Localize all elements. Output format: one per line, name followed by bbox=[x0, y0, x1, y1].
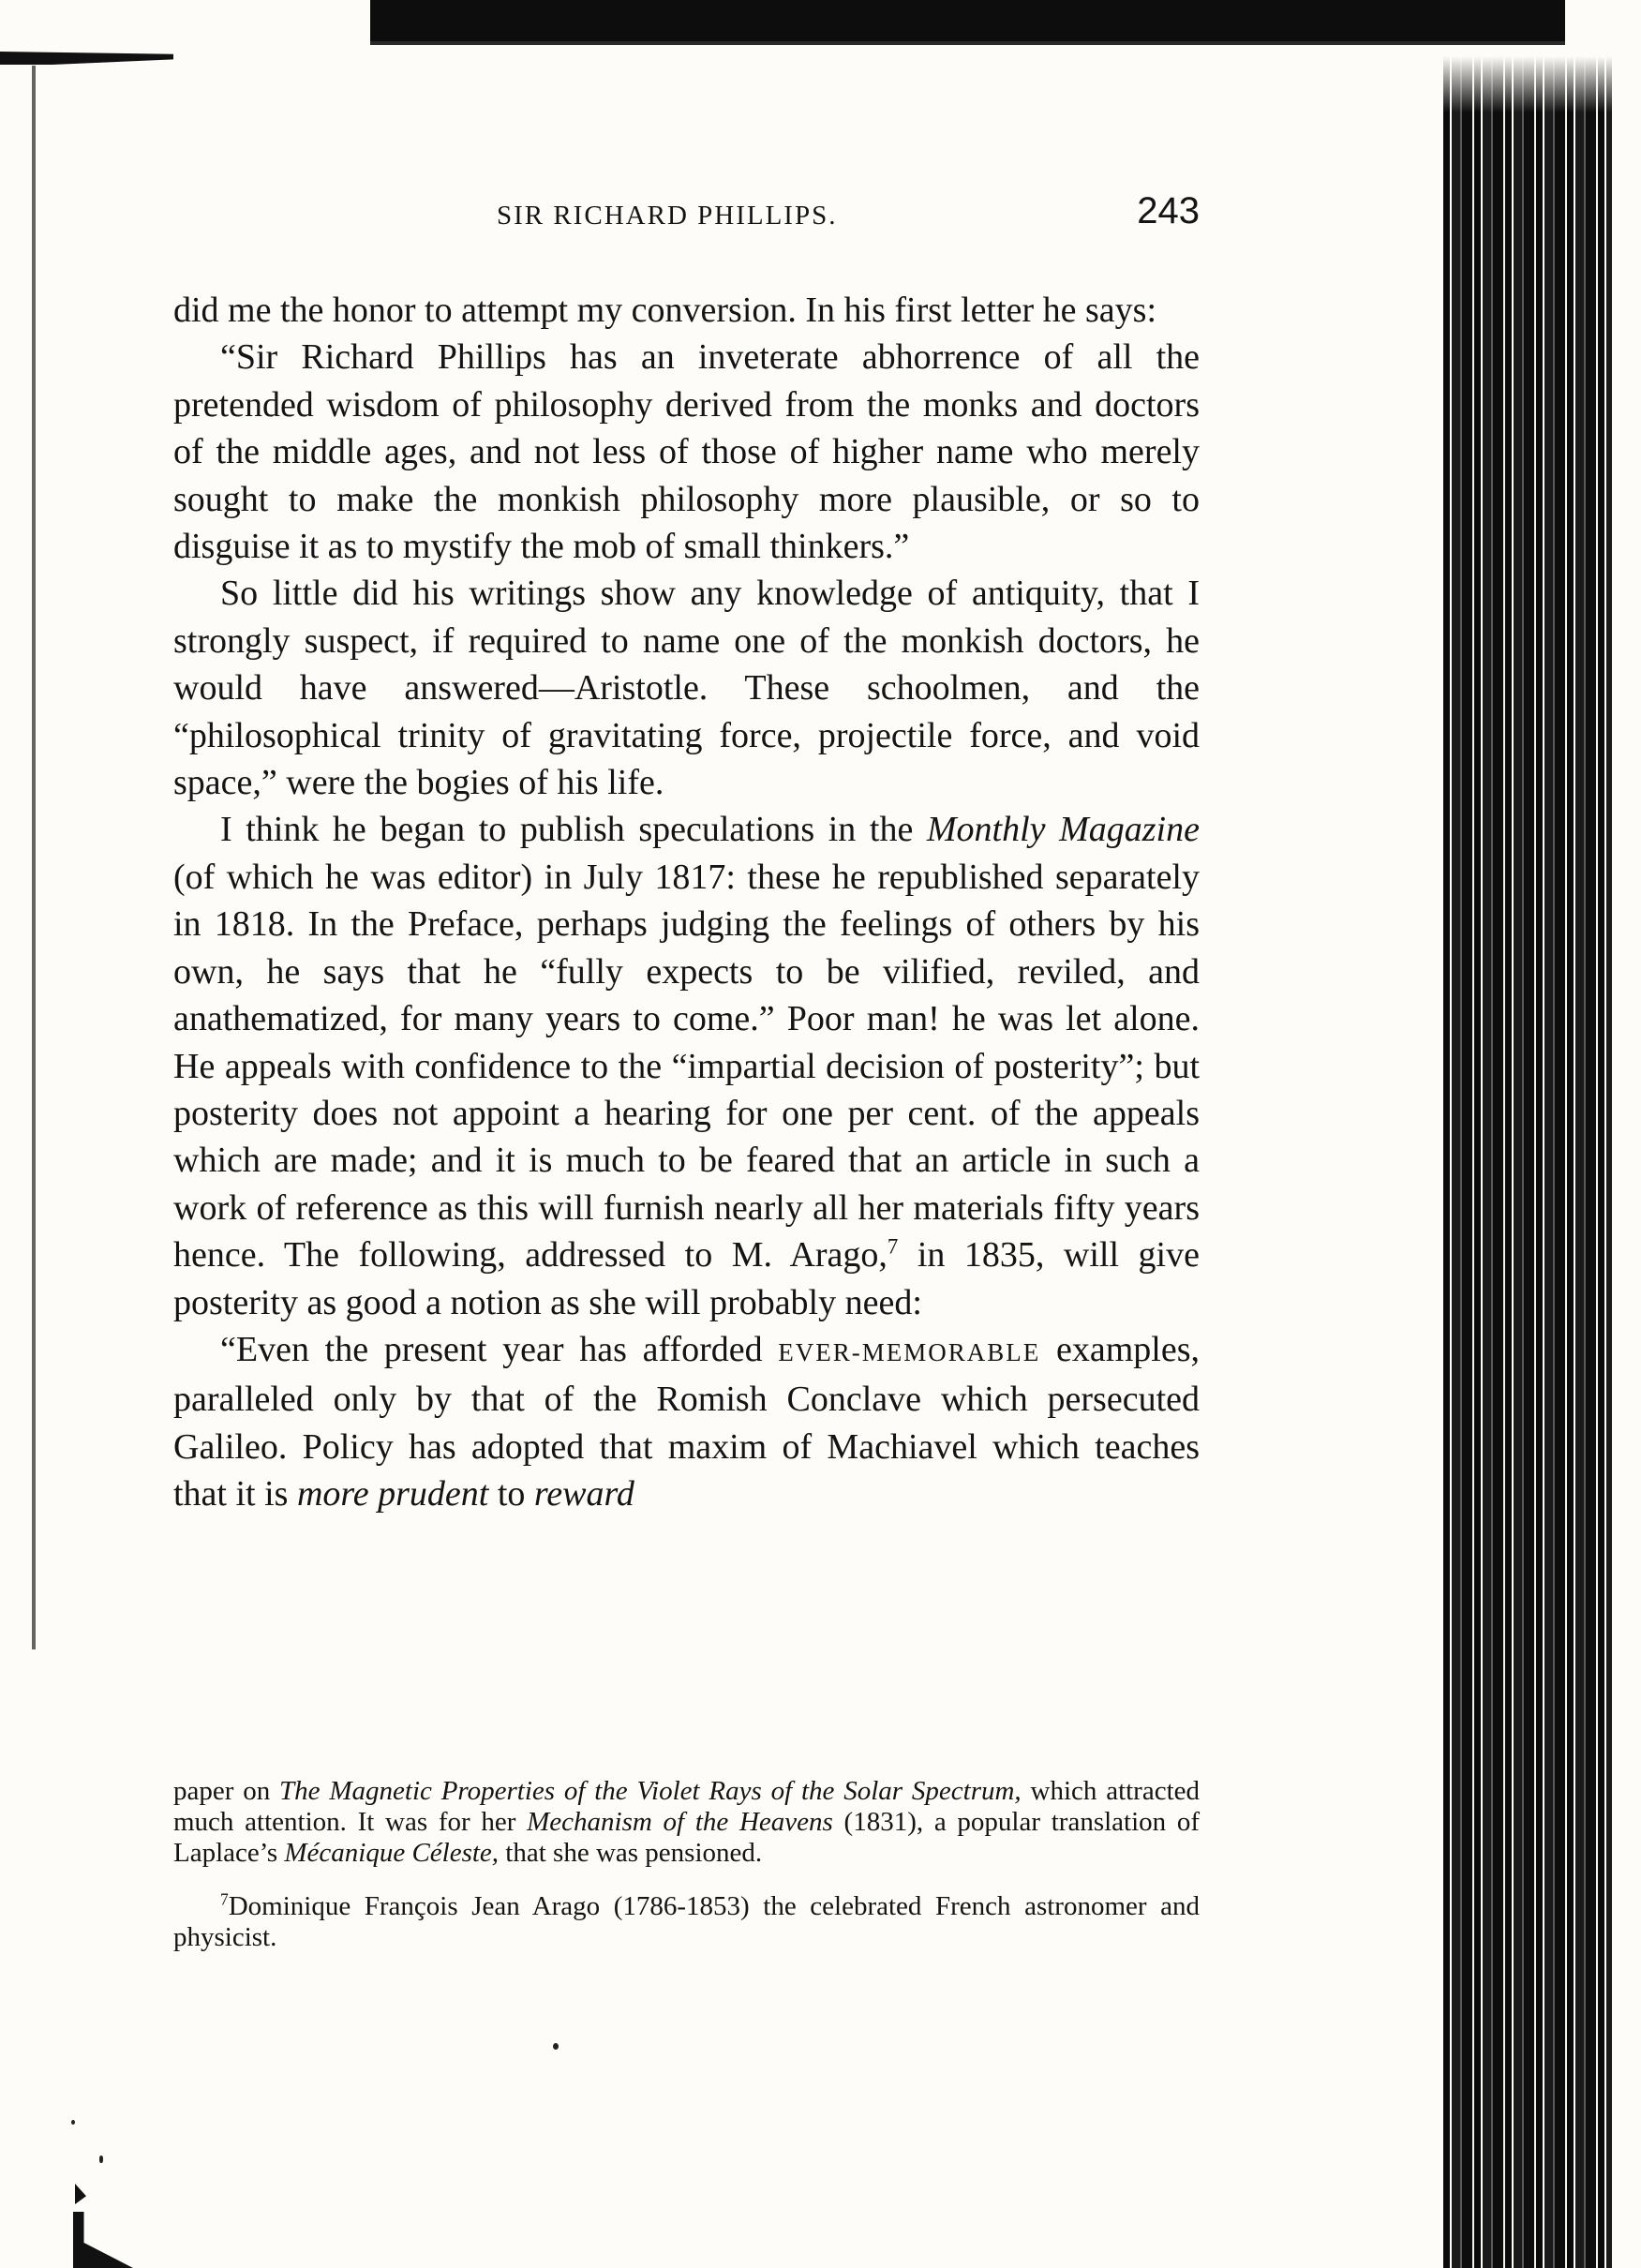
scan-speck bbox=[99, 2156, 103, 2163]
small-caps: EVER-MEMORABLE bbox=[778, 1337, 1041, 1366]
italic-phrase: more prudent bbox=[296, 1474, 489, 1514]
footnotes bbox=[173, 1776, 1200, 1953]
scan-bottom-corner bbox=[73, 2212, 133, 2268]
page-header bbox=[173, 190, 1200, 242]
scan-speck bbox=[71, 2120, 75, 2125]
paragraph: did me the honor to attempt my conversion. In his first letter he says: bbox=[173, 291, 1157, 330]
book-gutter-shadow bbox=[1443, 56, 1612, 2268]
italic-phrase: reward bbox=[533, 1474, 634, 1514]
body-text bbox=[173, 287, 1200, 1518]
paragraph: I think he began to publish speculations in the Monthly Magazine (of which he was editor) in July 1817: these he republished separately in 1818. In the Preface, perhaps judging the feelings of others by his own, he says that he “fully expects to be vilified, reviled, and anathematized, for many years to come.” Poor man! he was let alone. He appeals with confidence to the “impartial decision of posterity”; but posterity does not appoint a hearing for one per cent. of the appeals which are made; and it is much to be feared that an article in such a work of reference as this will furnish nearly all her materials fifty years hence. The following, addressed to M. Arago,$^7$ in 1835, will give posterity as good a notion as she will probably need: bbox=[173, 810, 1200, 1322]
scan-corner-mark bbox=[0, 52, 173, 65]
footnote-7: $^7$Dominique François Jean Arago (1786-1853) the celebrated French astronomer and physicist. bbox=[173, 1889, 1200, 1952]
italic-title: Monthly Magazine bbox=[926, 810, 1200, 850]
scan-speck bbox=[553, 2043, 559, 2050]
scan-top-edge-line bbox=[370, 41, 1565, 45]
paragraph: So little did his writings show any knowledge of antiquity, that I strongly suspect, if required to name one of the monkish doctors, he would have answered—Aristotle. These schoolmen, and the “philosophical trinity of gravitating force, projectile force, and void space,” were the bogies of his life. bbox=[173, 574, 1200, 803]
scan-left-edge bbox=[32, 66, 36, 1649]
footnote-continuation: paper on The Magnetic Properties of the Violet Rays of the Solar Spectrum, which attracted much attention. It was for her Mechanism of the Heavens (1831), a popular translation of Laplace’s Mécanique Céleste, that she was pensioned. bbox=[173, 1776, 1201, 1868]
page-number: 243 bbox=[1137, 190, 1200, 231]
footnote-ref: 7 bbox=[887, 1234, 899, 1259]
scan-top-edge bbox=[370, 0, 1565, 43]
quote-paragraph: “Sir Richard Phillips has an inveterate abhorrence of all the pretended wisdom of philosophy derived from the monks and doctors of the middle ages, and not less of those of higher name who merely sought to make the monkish philosophy more plausible, or so to disguise it as to mystify the mob of small thinkers.” bbox=[173, 337, 1200, 567]
footnote-marker: 7 bbox=[220, 1889, 229, 1909]
running-head: SIR RICHARD PHILLIPS. bbox=[497, 201, 838, 231]
gutter-fade bbox=[1443, 56, 1612, 112]
quote-paragraph: “Even the present year has afforded EVER-MEMORABLE examples, paralleled only by that of the Romish Conclave which persecuted Galileo. Policy has adopted that maxim of Machiavel which teaches that it is more prudent to reward bbox=[173, 1329, 1200, 1514]
scan-bottom-mark bbox=[75, 2184, 86, 2204]
